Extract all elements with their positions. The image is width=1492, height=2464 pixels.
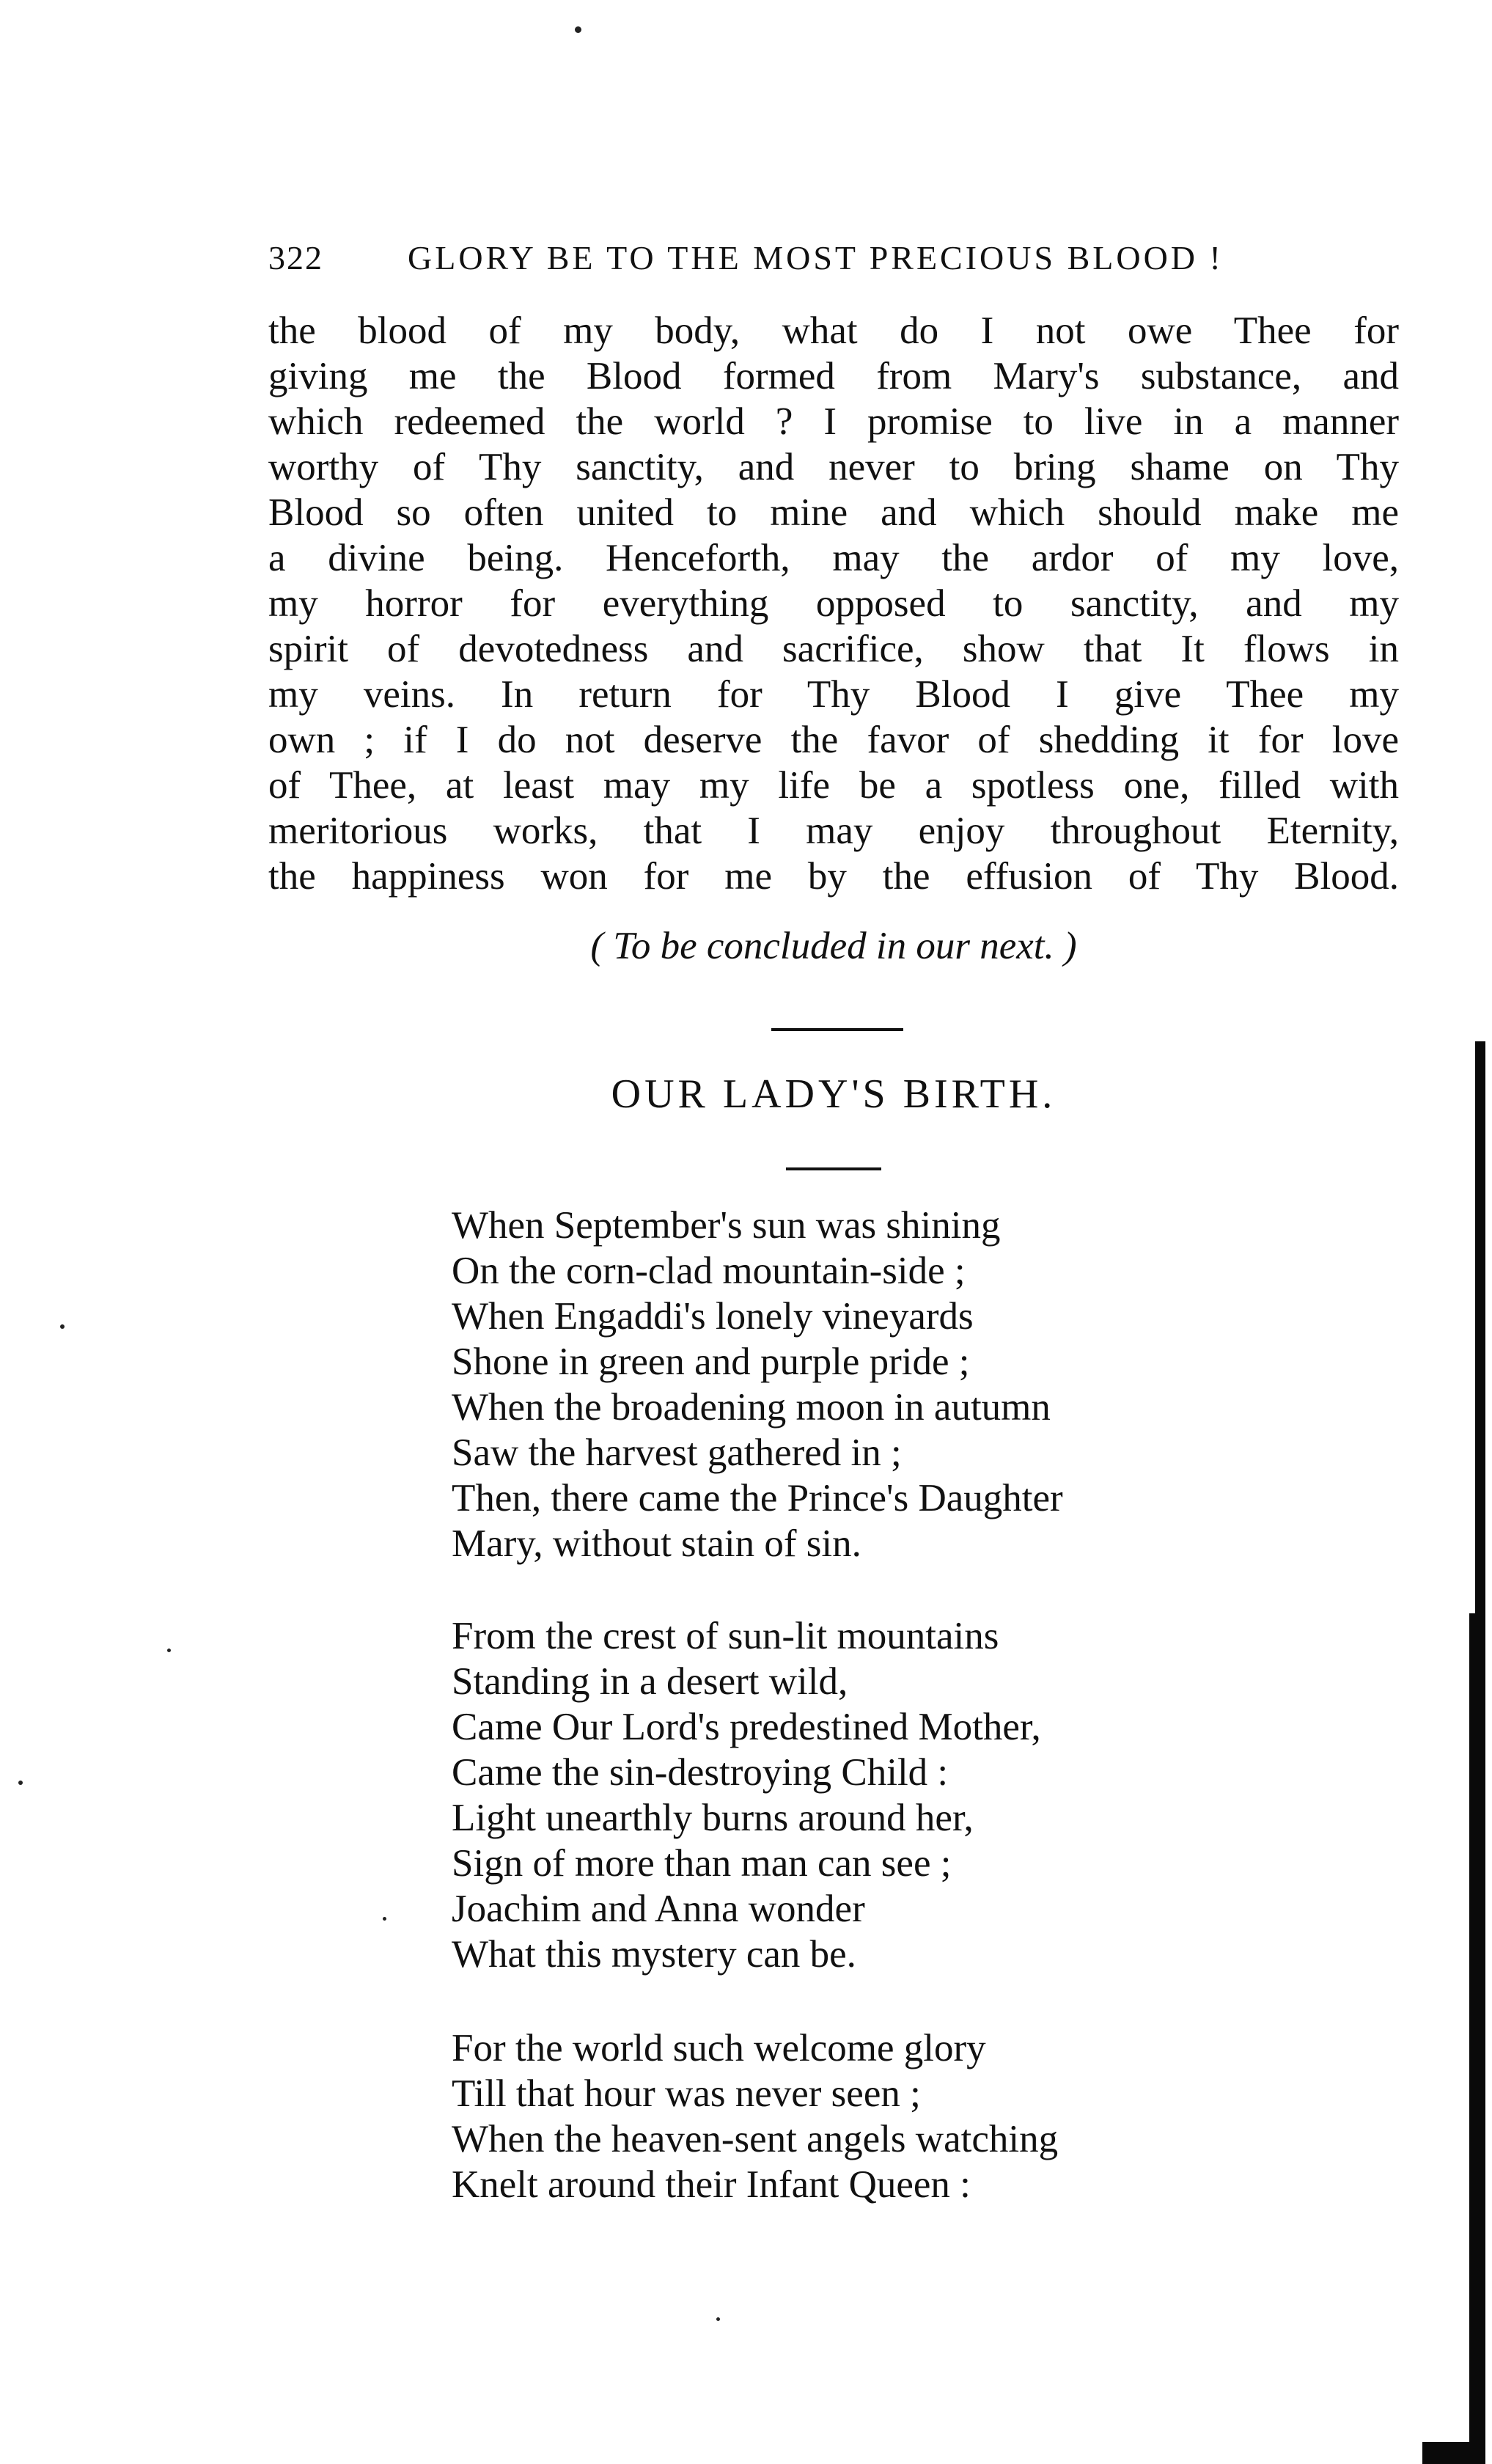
poem-line: On the corn-clad mountain-side ; (452, 1250, 966, 1292)
poem-line: Shone in green and purple pride ; (452, 1341, 970, 1383)
poem-line: When September's sun was shining (452, 1204, 1001, 1247)
prose-line: my horror for everything opposed to sanctity, and my (268, 582, 1399, 625)
poem-stanza (452, 1613, 1405, 1977)
poem-line: Knelt around their Infant Queen : (452, 2163, 971, 2206)
poem-line: Sign of more than man can see ; (452, 1842, 952, 1885)
section-divider (771, 1028, 903, 1031)
prose-line: the blood of my body, what do I not owe Thee for (268, 309, 1399, 352)
ink-speck (716, 2317, 720, 2321)
poem-stanza (452, 1203, 1405, 1566)
continuation-note: ( To be concluded in our next. ) (590, 925, 1077, 967)
prose-line: of Thee, at least may my life be a spotless one, filled with (268, 764, 1399, 807)
prose-line: worthy of Thy sanctity, and never to bring shame on Thy (268, 446, 1399, 488)
prose-line: own ; if I do not deserve the favor of shedding it for love (268, 719, 1399, 761)
poem-title: OUR LADY'S BIRTH. (611, 1071, 1056, 1117)
prose-paragraph (268, 308, 1399, 899)
prose-line: meritorious works, that I may enjoy throughout Eternity, (268, 810, 1399, 852)
poem-line: Standing in a desert wild, (452, 1660, 848, 1703)
poem-stanza (452, 2025, 1405, 2207)
poem-line: For the world such welcome glory (452, 2027, 986, 2069)
ink-speck (167, 1649, 171, 1652)
poem-line: Came Our Lord's predestined Mother, (452, 1706, 1041, 1748)
running-title: GLORY BE TO THE MOST PRECIOUS BLOOD ! (408, 239, 1224, 276)
page-edge-shadow (1475, 1041, 1485, 2464)
poem-line: Light unearthly burns around her, (452, 1797, 974, 1839)
page-edge-corner (1422, 2442, 1485, 2464)
prose-line: a divine being. Henceforth, may the ardor of my love, (268, 537, 1399, 579)
poem-line: Mary, without stain of sin. (452, 1522, 861, 1565)
poem-line: When the heaven-sent angels watching (452, 2118, 1059, 2160)
running-header (268, 238, 1397, 290)
poem-line: Joachim and Anna wonder (452, 1888, 865, 1930)
page-edge-shadow (1469, 1613, 1477, 2464)
prose-line: the happiness won for me by the effusion of Thy Blood. (268, 855, 1399, 898)
poem-line: What this mystery can be. (452, 1933, 856, 1976)
ink-speck (383, 1917, 386, 1921)
poem-line: When Engaddi's lonely vineyards (452, 1295, 974, 1338)
poem-line: Till that hour was never seen ; (452, 2072, 921, 2115)
poem-line: When the broadening moon in autumn (452, 1386, 1051, 1429)
prose-line: giving me the Blood formed from Mary's substance, and (268, 355, 1399, 397)
ink-speck (18, 1781, 23, 1785)
prose-line: my veins. In return for Thy Blood I give Thee my (268, 673, 1399, 716)
page-number: 322 (268, 239, 323, 276)
title-underline-rule (786, 1167, 881, 1170)
prose-line: which redeemed the world ? I promise to live in a manner (268, 400, 1399, 443)
poem-line: From the crest of sun-lit mountains (452, 1615, 999, 1657)
prose-line: Blood so often united to mine and which should make me (268, 491, 1399, 534)
prose-line: spirit of devotedness and sacrifice, show that It flows in (268, 628, 1399, 670)
poem-line: Then, there came the Prince's Daughter (452, 1477, 1063, 1519)
ink-speck (575, 26, 581, 33)
ink-speck (60, 1324, 65, 1329)
poem-line: Saw the harvest gathered in ; (452, 1431, 902, 1474)
poem-line: Came the sin-destroying Child : (452, 1751, 949, 1794)
